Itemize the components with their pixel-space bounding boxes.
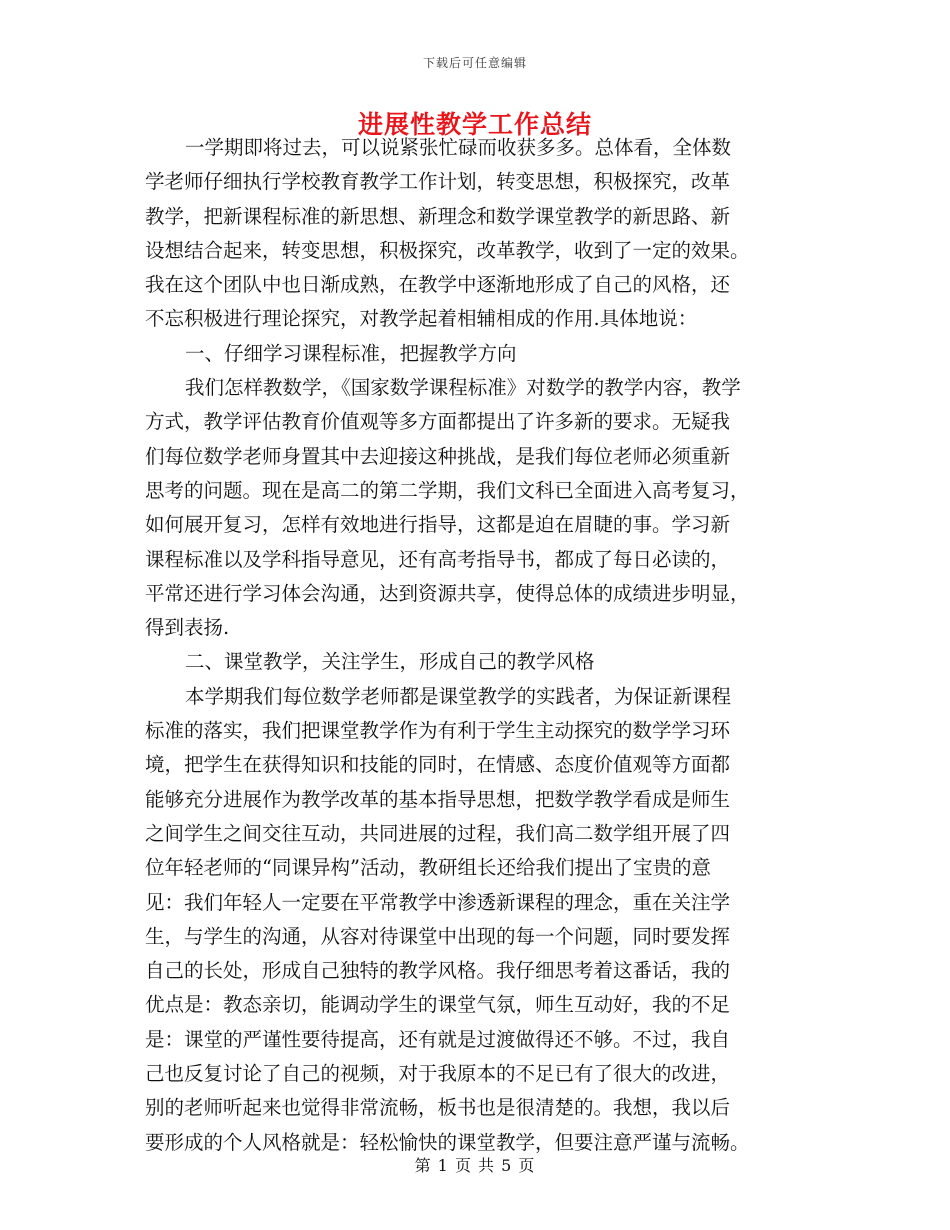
document-body (145, 131, 810, 1160)
paragraph-line: 标准的落实，我们把课堂教学作为有利于学生主动探究的数学学习环 (145, 719, 731, 743)
page-number-footer: 第 1 页 共 5 页 (414, 1156, 536, 1175)
page-header-note: 下载后可任意编辑 (422, 56, 527, 70)
section-heading: 一、仔细学习课程标准，把握教学方向 (185, 341, 517, 365)
paragraph-line: 境，把学生在获得知识和技能的同时，在情感、态度价值观等方面都 (145, 753, 731, 777)
paragraph-line: 一学期即将过去，可以说紧张忙碌而收获多多。总体看，全体数 (185, 136, 732, 159)
paragraph-line: 本学期我们每位数学老师都是课堂教学的实践者，为保证新课程 (185, 684, 732, 708)
paragraph-line: 之间学生之间交往互动，共同进展的过程，我们高二数学组开展了四 (145, 821, 731, 845)
paragraph-line: 设想结合起来，转变思想，积极探究，改革教学，收到了一定的效果。 (145, 238, 750, 262)
paragraph-line: 我们怎样教数学，《国家数学课程标准》对数学的教学内容，教学 (185, 376, 741, 400)
paragraph-line: 不忘积极进行理论探究，对教学起着相辅相成的作用.具体地说： (145, 307, 698, 331)
section-heading: 二、课堂教学，关注学生，形成自己的教学风格 (185, 650, 595, 674)
paragraph-line: 们每位数学老师身置其中去迎接这种挑战，是我们每位老师必须重新 (145, 444, 731, 468)
paragraph-line: 我在这个团队中也日渐成熟，在教学中逐渐地形成了自己的风格，还 (145, 273, 731, 297)
document-title: 进展性教学工作总结 (357, 110, 592, 139)
paragraph-line: 生，与学生的沟通，从容对待课堂中出现的每一个问题，同时要发挥 (145, 924, 731, 948)
paragraph-line: 要形成的个人风格就是：轻松愉快的课堂教学，但要注意严谨与流畅。 (145, 1130, 750, 1154)
paragraph-line: 见：我们年轻人一定要在平常教学中渗透新课程的理念，重在关注学 (145, 890, 731, 914)
paragraph-line: 课程标准以及学科指导意见，还有高考指导书，都成了每日必读的， (145, 547, 731, 571)
paragraph-line: 思考的问题。现在是高二的第二学期，我们文科已全面进入高考复习， (145, 478, 750, 502)
paragraph-line: 己也反复讨论了自己的视频，对于我原本的不足已有了很大的改进， (145, 1062, 731, 1086)
paragraph-line: 教学，把新课程标准的新思想、新理念和数学课堂教学的新思路、新 (145, 204, 731, 228)
paragraph-line: 别的老师听起来也觉得非常流畅，板书也是很清楚的。我想，我以后 (145, 1096, 731, 1120)
paragraph-line: 方式，教学评估教育价值观等多方面都提出了许多新的要求。无疑我 (145, 410, 731, 434)
paragraph-line: 如何展开复习，怎样有效地进行指导，这都是迫在眉睫的事。学习新 (145, 513, 731, 537)
paragraph-line: 得到表扬. (145, 616, 230, 640)
paragraph-line: 是：课堂的严谨性要待提高，还有就是过渡做得还不够。不过，我自 (145, 1027, 731, 1051)
paragraph-line: 学老师仔细执行学校教育教学工作计划，转变思想，积极探究，改革 (145, 170, 731, 194)
paragraph-line: 能够充分进展作为教学改革的基本指导思想，把数学教学看成是师生 (145, 787, 731, 811)
paragraph-line: 自己的长处，形成自己独特的教学风格。我仔细思考着这番话，我的 (145, 959, 731, 983)
paragraph-line: 位年轻老师的“同课异构”活动，教研组长还给我们提出了宝贵的意 (145, 856, 711, 880)
paragraph-line: 优点是：教态亲切，能调动学生的课堂气氛，师生互动好，我的不足 (145, 993, 731, 1017)
paragraph-line: 平常还进行学习体会沟通，达到资源共享，使得总体的成绩进步明显， (145, 581, 750, 605)
